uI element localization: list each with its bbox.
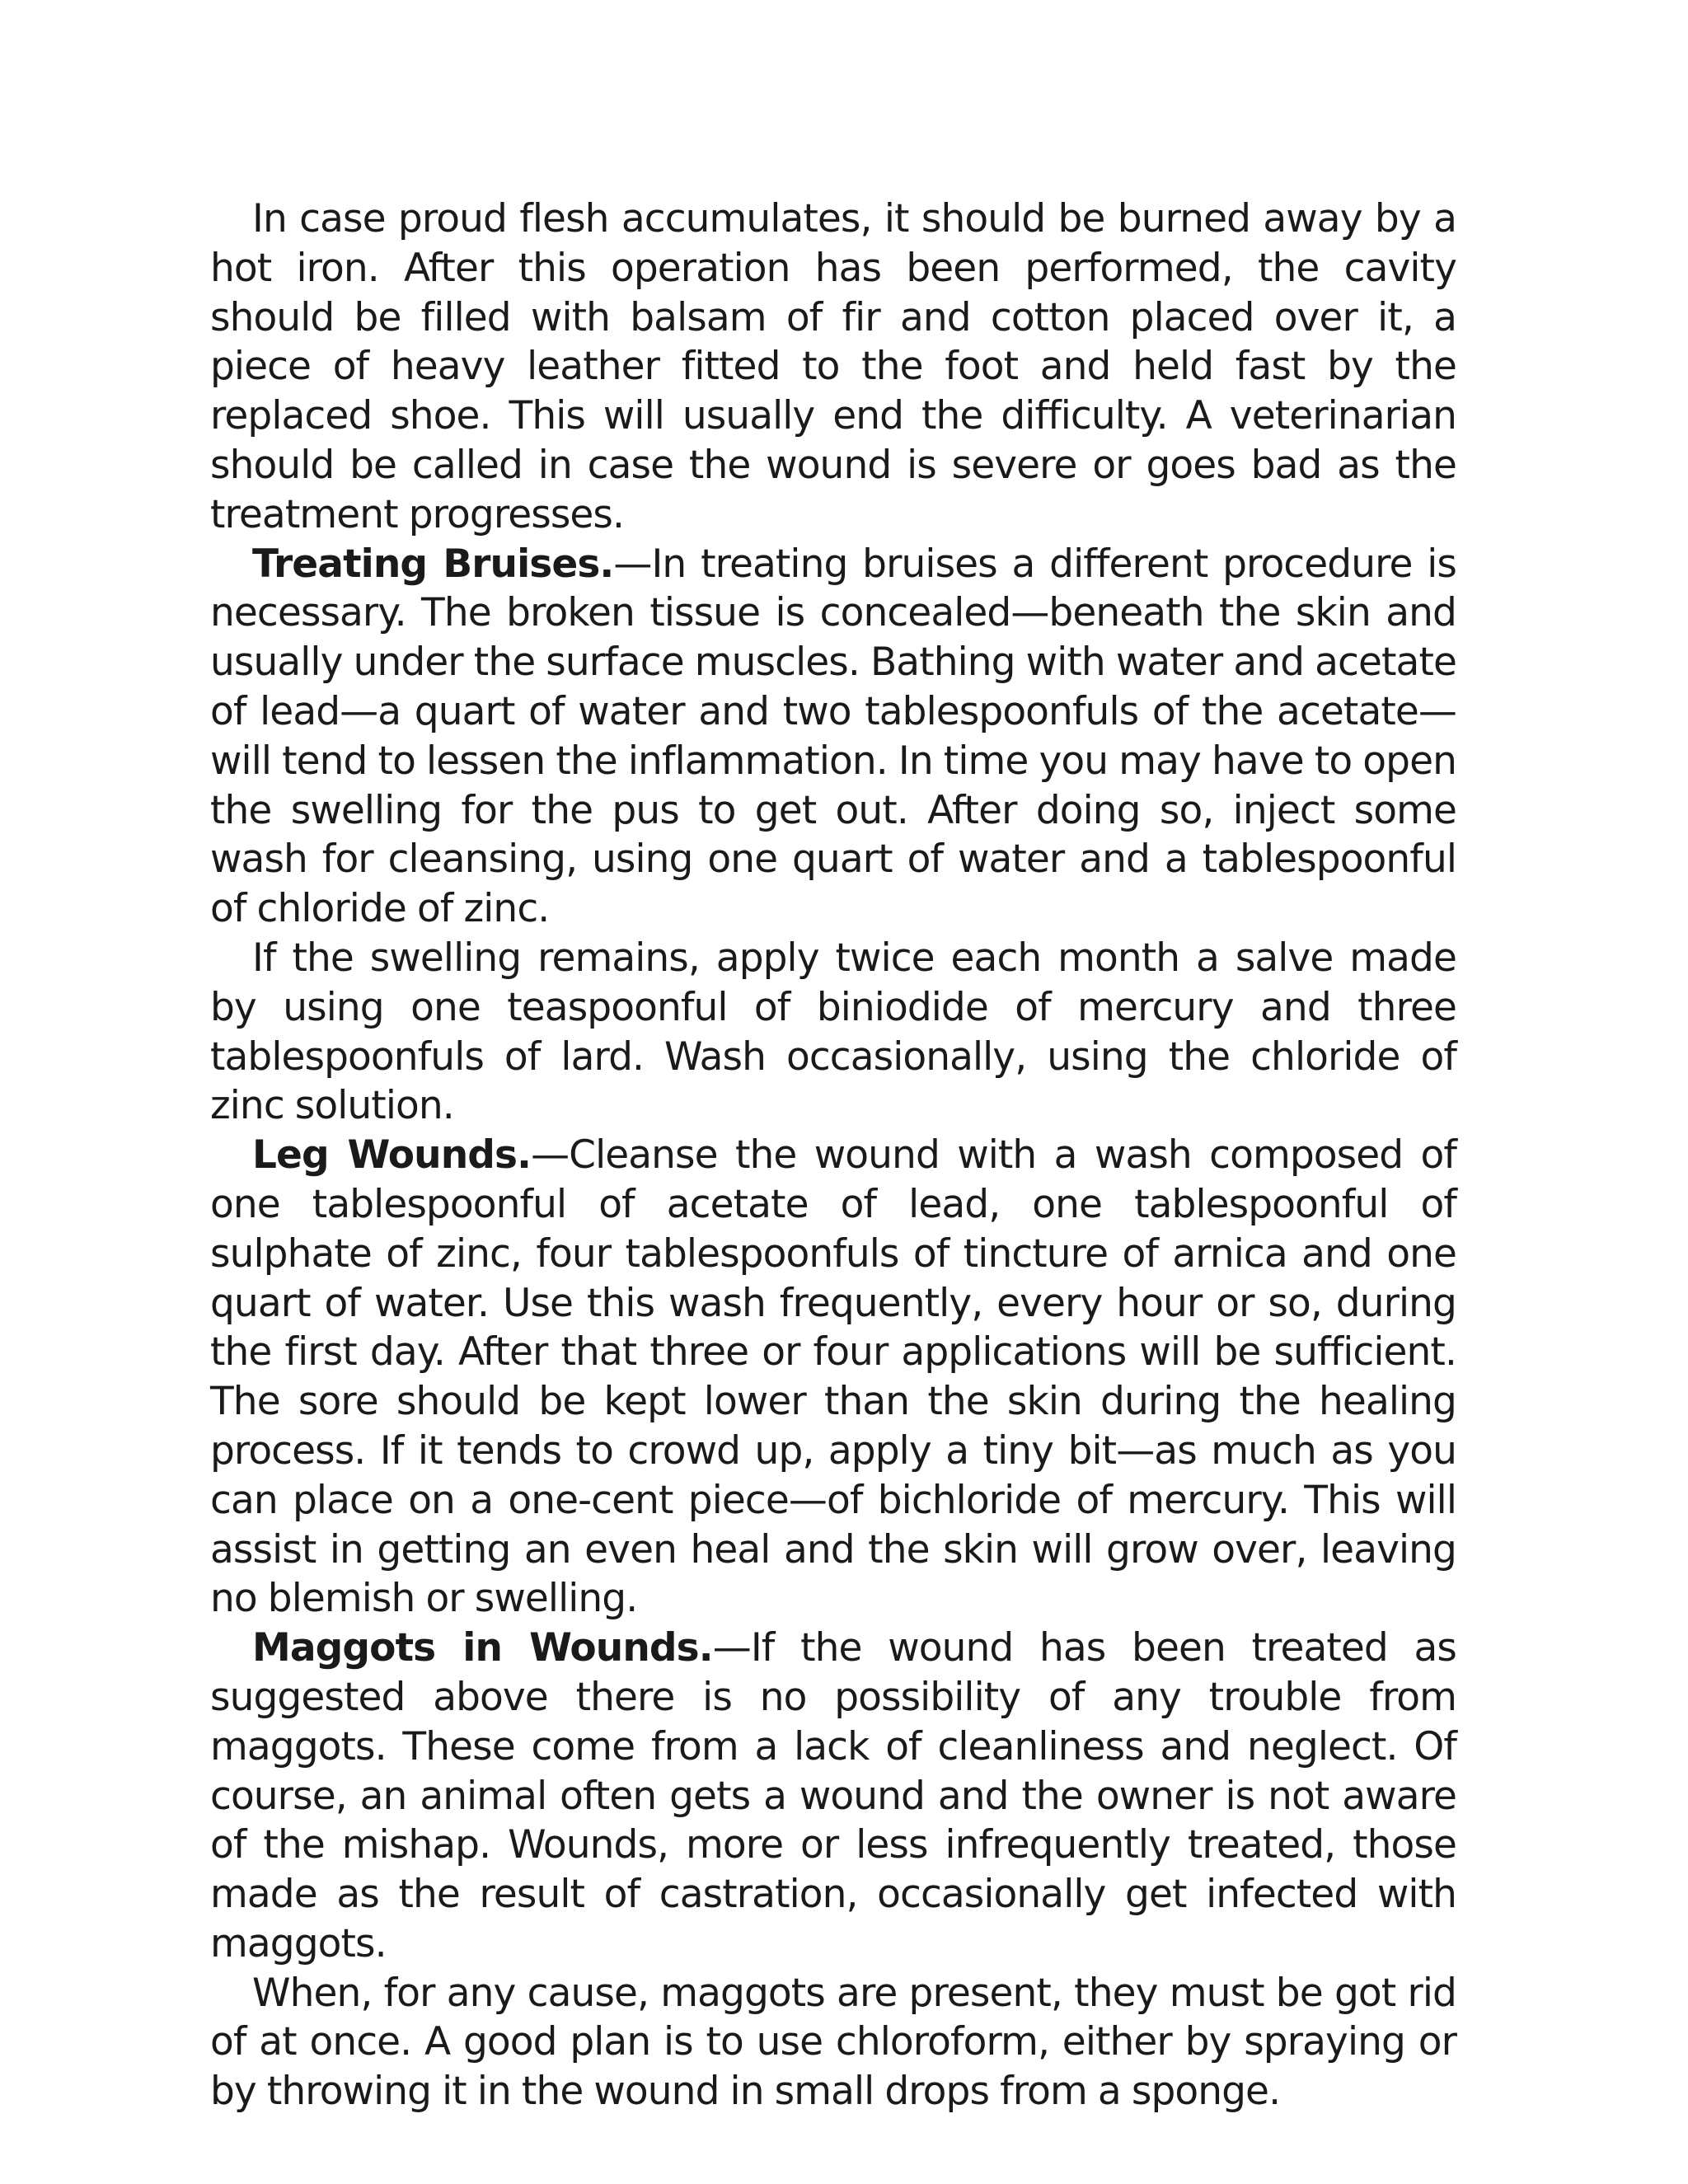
paragraph-text: If the swelling remains, apply twice each month a salve made by using one teaspoonful of biniodide of mercury and three tablespoonfuls of lard. Wash occasionally, using the chloride of zinc solution.	[210, 935, 1456, 1129]
paragraph-maggots-present	[210, 1969, 1456, 2116]
paragraph-leg-wounds	[210, 1131, 1456, 1624]
paragraph-heading: Leg Wounds.	[252, 1132, 532, 1179]
paragraph-text: —In treating bruises a different procedure is necessary. The broken tissue is concealed—beneath the skin and usually under the surface muscles. Bathing with water and acetate of lead—a quart of water and two tablespoonfuls of the acetate—will tend to lessen the inflammation. In time you may have to open the swelling for the pus to get out. After doing so, inject some wash for cleansing, using one quart of water and a tablespoonful of chloride of zinc.	[210, 541, 1456, 932]
paragraph-text: —If the wound has been treated as suggested above there is no possibility of any trouble from maggots. These come from a lack of cleanliness and neglect. Of course, an animal often gets a wound and the owner is not aware of the mishap. Wounds, more or less infrequently treated, those made as the result of castration, occasionally get infected with maggots.	[210, 1625, 1456, 1966]
paragraph-maggots-in-wounds	[210, 1624, 1456, 1969]
paragraph-text: When, for any cause, maggots are present, they must be got rid of at once. A good plan is to use chloroform, either by spraying or by throwing it in the wound in small drops from a sponge.	[210, 1970, 1456, 2115]
paragraph-swelling-remains	[210, 934, 1456, 1131]
paragraph-heading: Treating Bruises.	[252, 541, 614, 587]
paragraph-heading: Maggots in Wounds.	[252, 1625, 713, 1671]
paragraph-treating-bruises	[210, 540, 1456, 934]
document-page	[210, 194, 1456, 2116]
paragraph-text: In case proud flesh accumulates, it should be burned away by a hot iron. After this operation has been performed, the cavity should be filled with balsam of fir and cotton placed over it, a piece of heavy leather fitted to the foot and held fast by the replaced shoe. This will usually end the difficulty. A veterinarian should be called in case the wound is severe or goes bad as the treatment progresses.	[210, 196, 1456, 537]
paragraph-proud-flesh	[210, 194, 1456, 540]
paragraph-text: —Cleanse the wound with a wash composed of one tablespoonful of acetate of lead, one tablespoonful of sulphate of zinc, four tablespoonfuls of tincture of arnica and one quart of water. Use this wash frequently, every hour or so, during the first day. After that three or four applications will be sufficient. The sore should be kept lower than the skin during the healing process. If it tends to crowd up, apply a tiny bit—as much as you can place on a one-cent piece—of bichloride of mercury. This will assist in getting an even heal and the skin will grow over, leaving no blemish or swelling.	[210, 1132, 1456, 1622]
